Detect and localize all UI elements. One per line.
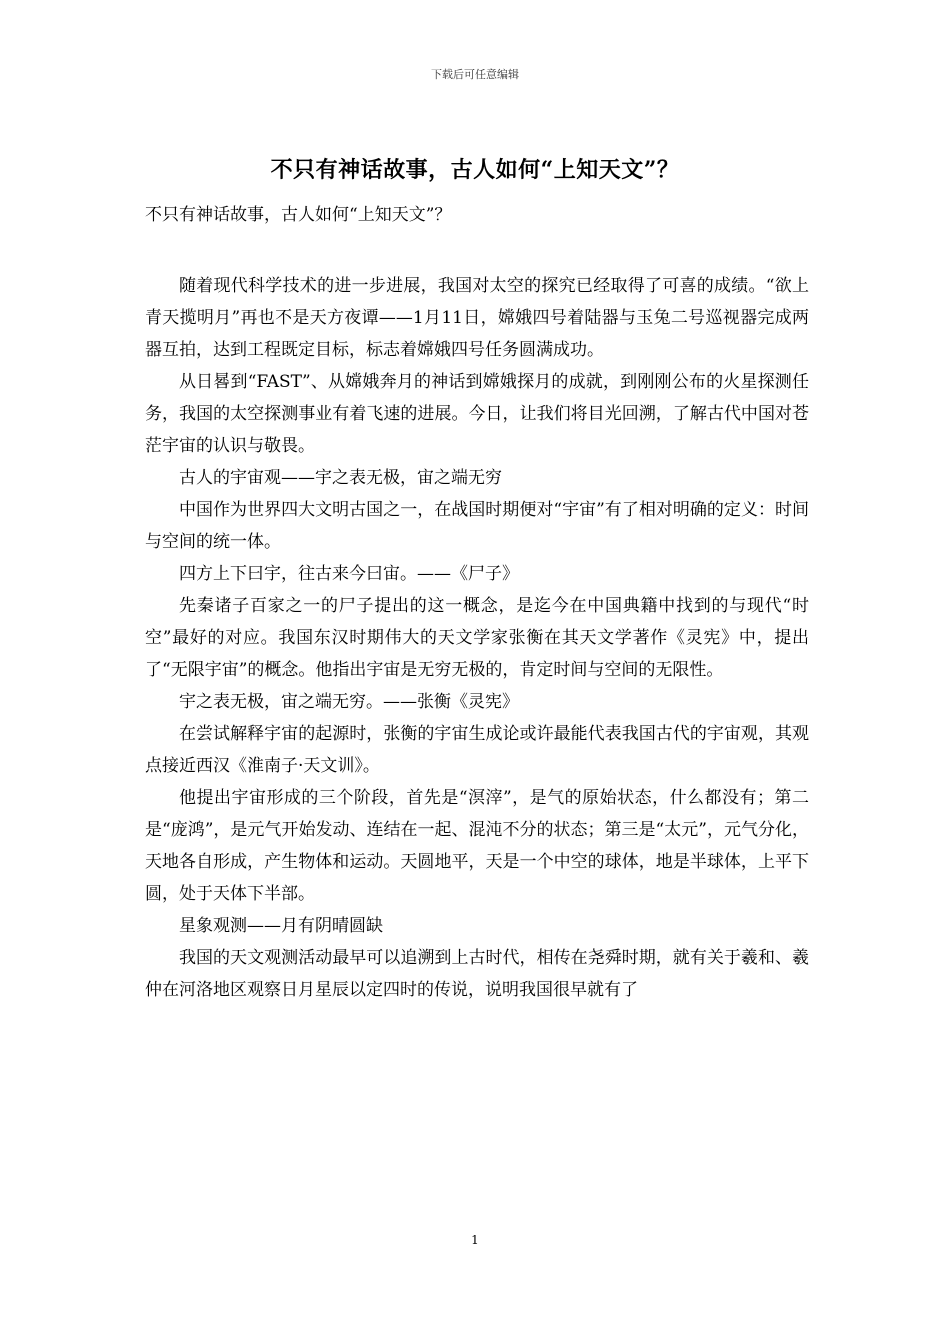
document-body	[145, 270, 809, 1006]
paragraph: 他提出宇宙形成的三个阶段，首先是“溟滓”，是气的原始状态，什么都没有；第二是“庞鸿”，是元气开始发动、连结在一起、混沌不分的状态；第三是“太元”，元气分化，天地各自形成，产生物体和运动。天圆地平，天是一个中空的球体，地是半球体，上平下圆，处于天体下半部。	[145, 788, 809, 904]
page-number: 1	[471, 1233, 479, 1247]
paragraph: 在尝试解释宇宙的起源时，张衡的宇宙生成论或许最能代表我国古代的宇宙观，其观点接近西汉《淮南子·天文训》。	[145, 724, 809, 776]
paragraph: 我国的天文观测活动最早可以追溯到上古时代，相传在尧舜时期，就有关于羲和、羲仲在河洛地区观察日月星辰以定四时的传说，说明我国很早就有了	[145, 948, 809, 1000]
quotation: 四方上下曰宇，往古来今曰宙。——《尸子》	[179, 564, 519, 584]
paragraph: 中国作为世界四大文明古国之一，在战国时期便对“宇宙”有了相对明确的定义：时间与空间的统一体。	[145, 500, 809, 552]
paragraph: 随着现代科学技术的进一步进展，我国对太空的探究已经取得了可喜的成绩。“欲上青天揽明月”再也不是天方夜谭——1月11日，嫦娥四号着陆器与玉兔二号巡视器完成两器互拍，达到工程既定目标，标志着嫦娥四号任务圆满成功。	[145, 276, 809, 360]
page-header: 下载后可任意编辑	[431, 68, 519, 81]
paragraph: 从日晷到“FAST”、从嫦娥奔月的神话到嫦娥探月的成就，到刚刚公布的火星探测任务，我国的太空探测事业有着飞速的进展。今日，让我们将目光回溯，了解古代中国对苍茫宇宙的认识与敬畏。	[145, 372, 809, 456]
section-heading: 古人的宇宙观——宇之表无极，宙之端无穷	[179, 468, 502, 488]
document-subtitle: 不只有神话故事，古人如何“上知天文”？	[145, 205, 452, 225]
quotation: 宇之表无极，宙之端无穷。——张衡《灵宪》	[179, 692, 519, 712]
section-heading: 星象观测——月有阴晴圆缺	[179, 916, 383, 936]
paragraph: 先秦诸子百家之一的尸子提出的这一概念，是迄今在中国典籍中找到的与现代“时空”最好的对应。我国东汉时期伟大的天文学家张衡在其天文学著作《灵宪》中，提出了“无限宇宙”的概念。他指出宇宙是无穷无极的，肯定时间与空间的无限性。	[145, 596, 809, 680]
document-title: 不只有神话故事，古人如何“上知天文”？	[270, 157, 680, 183]
